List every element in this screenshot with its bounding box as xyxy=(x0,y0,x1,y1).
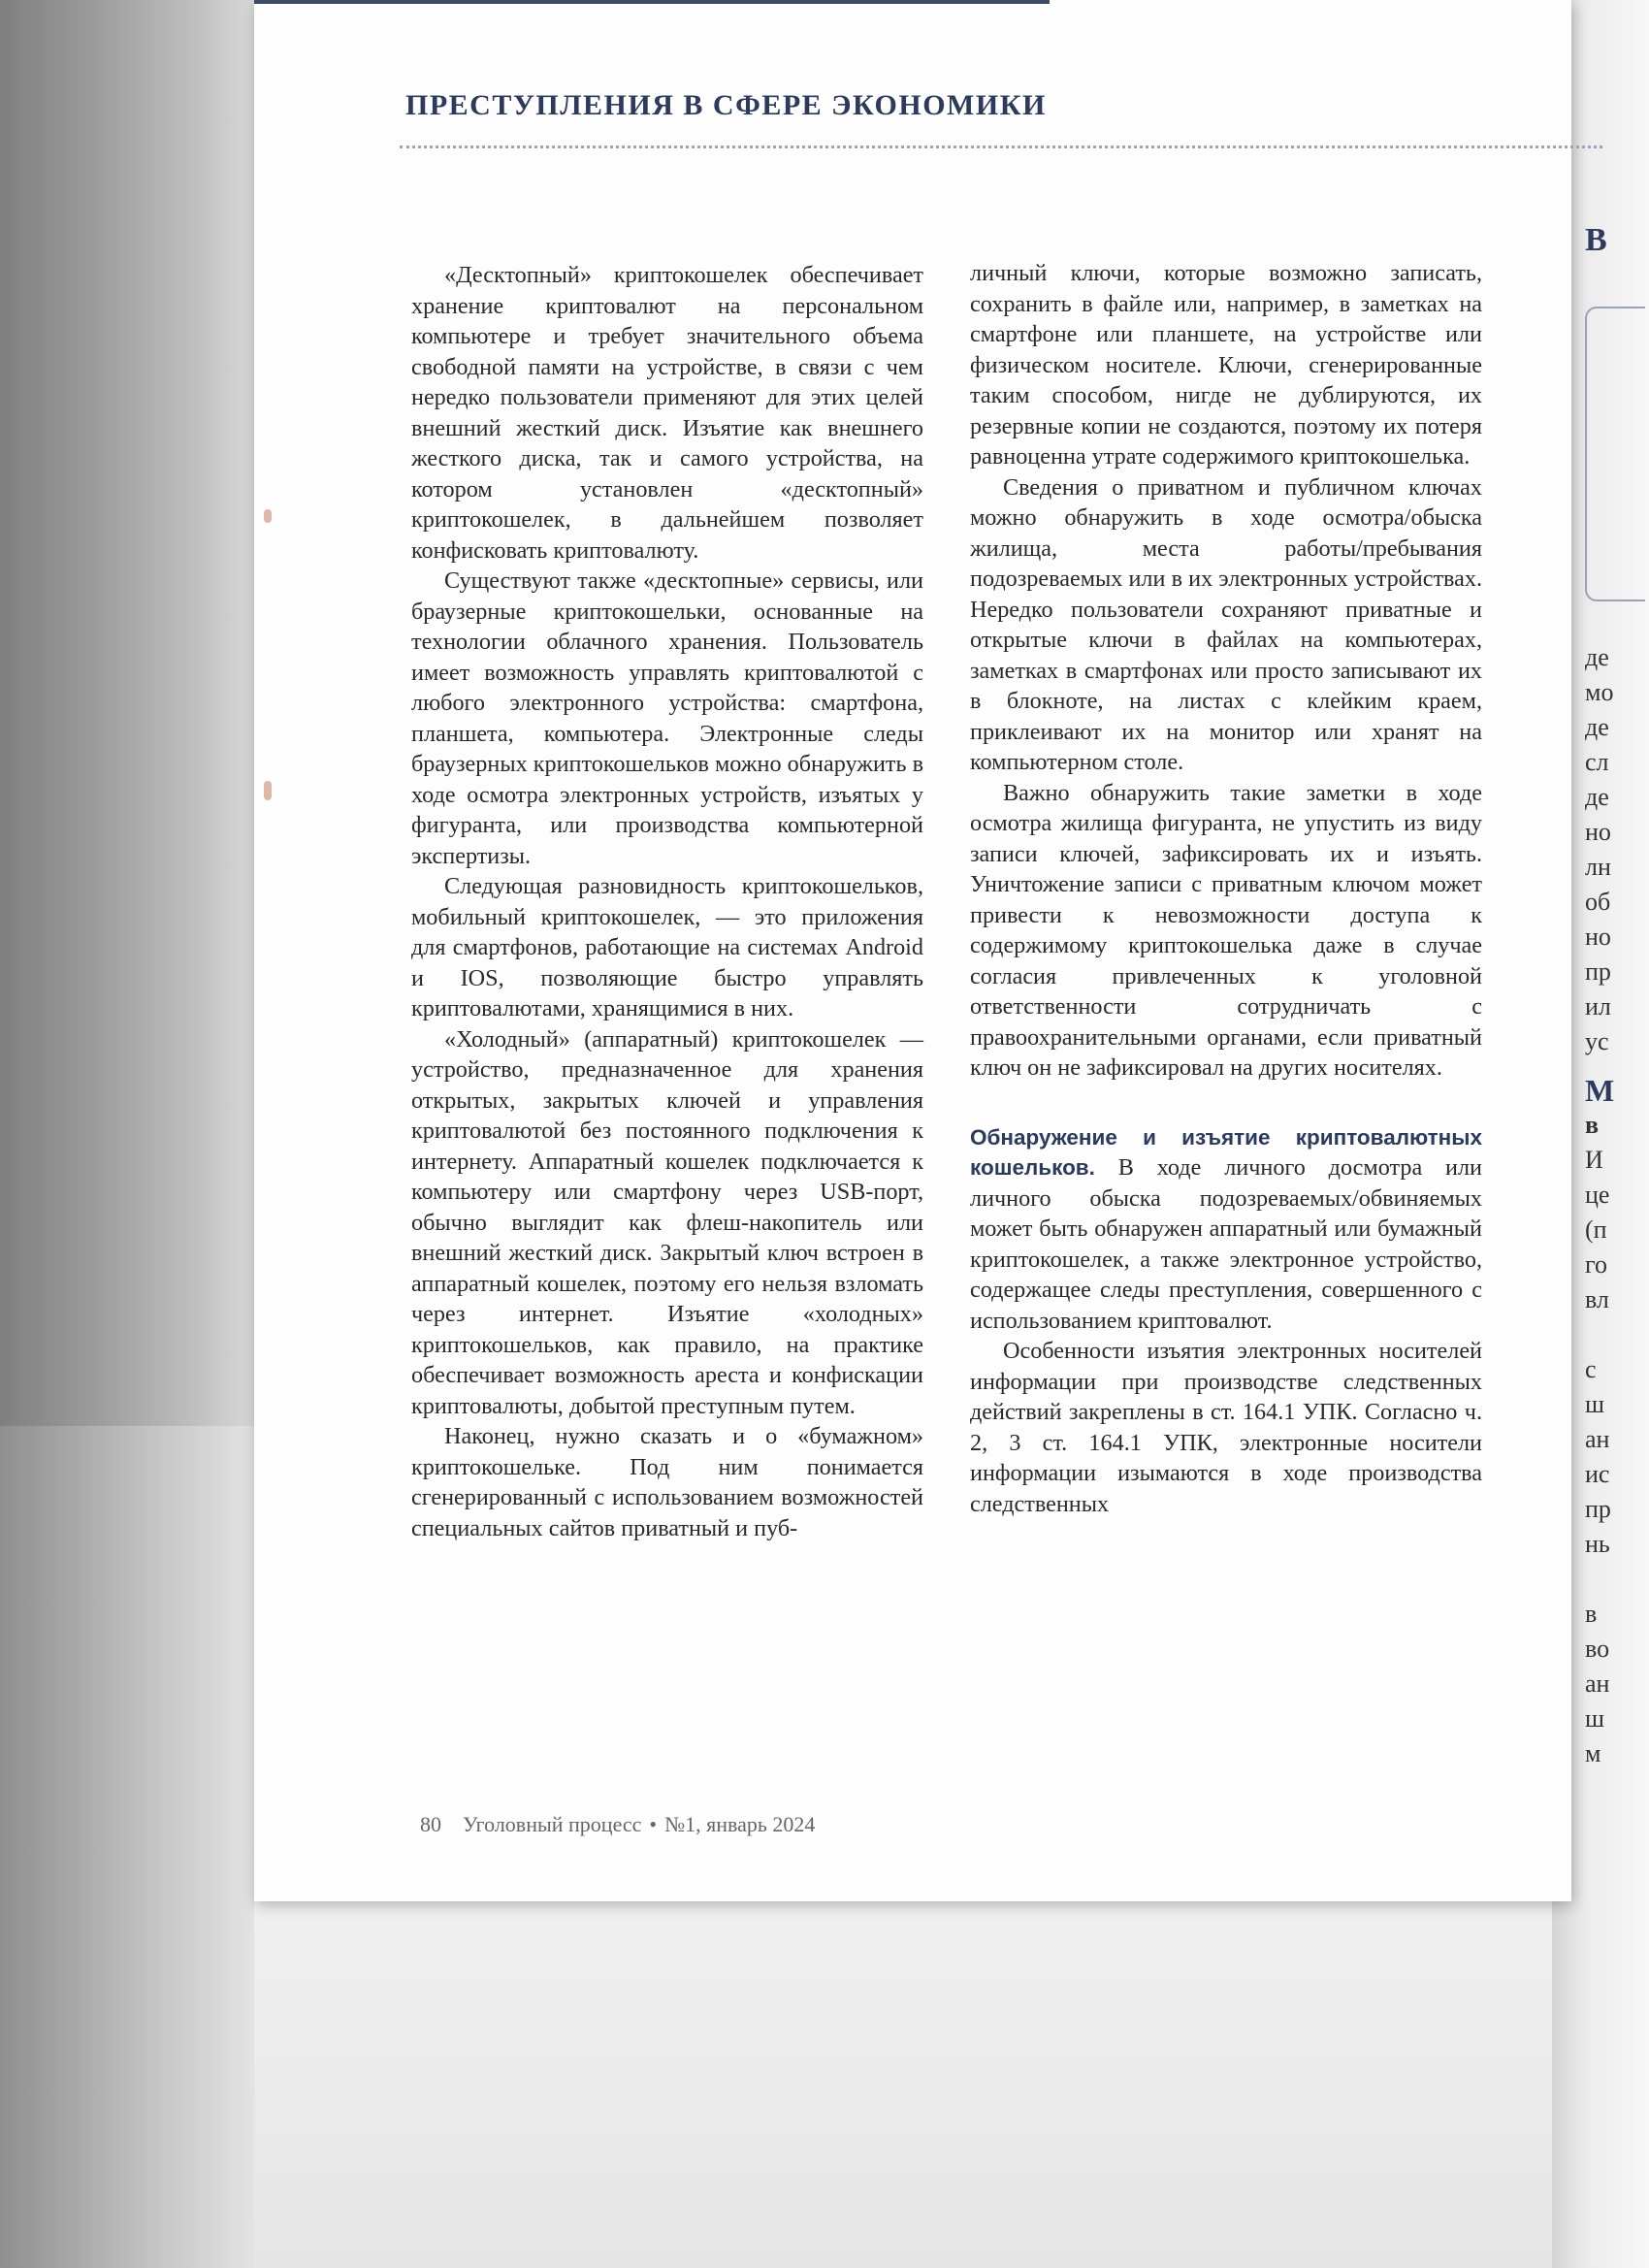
next-page-text-fragment: де xyxy=(1585,643,1609,671)
subsection-heading: Обнаружение и изъятие криптовалютных кошельков. xyxy=(970,1124,1482,1180)
footer-bullet: • xyxy=(649,1812,658,1836)
paragraph: «Холодный» (аппаратный) криптокошелек — устройство, предназначенное для хранения открытых, закрытых ключей и управления криптовалютой без постоянного подключения к интернету. Аппаратный кошелек подключается к компьютеру или смартфону через USB-порт, обычно выглядит как флеш-накопитель или внешний жесткий диск. Закрытый ключ встроен в аппаратный кошелек, поэтому его нельзя взломать через интернет. Изъятие «холодных» криптокошельков, как правило, на практике обеспечивает возможность ареста и конфискации криптовалюты, добытой преступным путем. xyxy=(411,1025,923,1419)
header-divider xyxy=(400,146,1602,148)
next-page-text-fragment: вл xyxy=(1585,1285,1609,1313)
paragraph: Сведения о приватном и публичном ключах можно обнаружить в ходе осмотра/обыска жилища, места работы/пребывания подозреваемых или в их электронных устройствах. Нередко пользователи сохраняют приватные и открытые ключи в файлах на компьютерах, заметках в смартфонах или просто записывают их в блокноте, на листах с клейким краем, приклеивают их на монитор или хранят на компьютерном столе. xyxy=(970,473,1482,775)
next-page-text-fragment: нь xyxy=(1585,1530,1610,1558)
next-page-box xyxy=(1585,307,1645,601)
next-page-text-fragment: го xyxy=(1585,1250,1608,1279)
next-page-text-fragment xyxy=(1585,1317,1649,1352)
paragraph xyxy=(970,1122,1482,1337)
edge-mark xyxy=(264,781,272,800)
next-page-heading-2: в xyxy=(1585,1111,1600,1139)
next-page-text-fragment: с xyxy=(1585,1355,1597,1383)
paragraph: Следующая разновидность криптокошельков, мобильный криптокошелек, — это приложения для смартфонов, работающие на системах Android и IOS, позволяющие быстро управлять криптовалютами, хранящимися в них. xyxy=(411,873,923,1021)
next-page-text-fragment: м xyxy=(1585,1739,1601,1767)
next-page-text-fragment: во xyxy=(1585,1635,1610,1663)
next-page-text-fragment: об xyxy=(1585,888,1611,916)
next-page-text-fragment: (п xyxy=(1585,1215,1607,1244)
next-page-text-fragment: лн xyxy=(1585,853,1611,881)
paragraph: Существуют также «десктопные» сервисы, или браузерные криптокошельки, основанные на технологии облачного хранения. Пользователь имеет возможность управлять криптовалютой с любого электронного устройства: смартфона, планшета, компьютера. Электронные следы браузерных криптокошельков можно обнаружить в ходе осмотра электронных устройств, изъятых у фигуранта, или производства компьютерной экспертизы. xyxy=(411,567,923,869)
next-page-text-fragment: но xyxy=(1585,923,1611,951)
scanner-shadow-bottom xyxy=(254,1843,1649,2268)
next-page-text-fragment: сл xyxy=(1585,748,1609,776)
next-page-text-fragment: ан xyxy=(1585,1669,1610,1698)
next-page-fragments xyxy=(1585,640,1649,1059)
paragraph-text: В ходе личного досмотра или личного обыска подозреваемых/обвиняемых может быть обнаружен аппаратный или бумажный криптокошелек, а также электронное устройство, содержащее следы преступления, совершенного с использованием криптовалют. xyxy=(970,1154,1482,1334)
next-page-text-fragment: пр xyxy=(1585,957,1611,986)
right-column xyxy=(970,258,1482,1519)
next-page-text-fragment: ш xyxy=(1585,1704,1605,1733)
next-page-text-fragment xyxy=(1585,1562,1649,1597)
scanner-shadow-left-top xyxy=(0,0,254,1426)
left-column xyxy=(411,260,923,1543)
next-page-fragment xyxy=(1585,223,1649,1969)
next-page-text-fragment: И xyxy=(1585,1146,1603,1174)
next-page-text-fragment: в xyxy=(1585,1600,1598,1628)
edge-mark xyxy=(264,509,272,523)
next-page-text-fragment: мо xyxy=(1585,678,1614,706)
next-page-heading-1: М xyxy=(1585,1073,1615,1108)
journal-name: Уголовный процесс xyxy=(463,1812,642,1836)
next-page-text-fragment: но xyxy=(1585,818,1611,846)
next-page-text-fragment: ан xyxy=(1585,1425,1610,1453)
paragraph: Наконец, нужно сказать и о «бумажном» криптокошельке. Под ним понимается сгенерированный с использованием возможностей специальных сайтов приватный и пуб- xyxy=(411,1423,923,1541)
page-top-line xyxy=(254,0,1050,4)
next-page-text-fragment: де xyxy=(1585,713,1609,741)
paragraph: «Десктопный» криптокошелек обеспечивает хранение криптовалют на персональном компьютере и требует значительного объема свободной памяти на устройстве, в связи с чем нередко пользователи применяют для этих целей внешний жесткий диск. Изъятие как внешнего жесткого диска, так и самого устройства, на котором установлен «десктопный» криптокошелек, в дальнейшем позволяет конфисковать криптовалюту. xyxy=(411,262,923,564)
next-page-fragments-2 xyxy=(1585,1143,1649,1771)
next-page-text-fragment: ил xyxy=(1585,992,1611,1021)
next-page-text-fragment: ус xyxy=(1585,1027,1609,1055)
next-page-big-letter: В xyxy=(1585,223,1607,258)
next-page-text-fragment: ис xyxy=(1585,1460,1610,1488)
paragraph: Особенности изъятия электронных носителей информации при производстве следственных действий закреплены в ст. 164.1 УПК. Согласно ч. 2, 3 ст. 164.1 УПК, электронные носители информации изымаются в ходе производства следственных xyxy=(970,1338,1482,1517)
paragraph: личный ключи, которые возможно записать, сохранить в файле или, например, в заметках на смартфоне или планшете, на устройстве или физическом носителе. Ключи, сгенерированные таким способом, нигде не дублируются, их резервные копии не создаются, поэтому их потеря равноценна утрате содержимого криптокошелька. xyxy=(970,260,1482,470)
page-footer xyxy=(420,1812,815,1837)
next-page-text-fragment: це xyxy=(1585,1181,1610,1209)
paragraph: Важно обнаружить такие заметки в ходе осмотра жилища фигуранта, не упустить из виду записи ключей, зафиксировать их и изъять. Уничтожение записи с приватным ключом может привести к невозможности доступа к содержимому криптокошелька даже в случае согласия привлеченных к уголовной ответственности сотрудничать с правоохранительными органами, если приватный ключ он не зафиксировал на других носителях. xyxy=(970,779,1482,1081)
next-page-text-fragment: ш xyxy=(1585,1390,1605,1418)
next-page-text-fragment: де xyxy=(1585,783,1609,811)
section-title: ПРЕСТУПЛЕНИЯ В СФЕРЕ ЭКОНОМИКИ xyxy=(405,89,1047,121)
page-number: 80 xyxy=(420,1812,441,1836)
next-page-text-fragment: пр xyxy=(1585,1495,1611,1523)
issue-info: №1, январь 2024 xyxy=(664,1812,816,1836)
